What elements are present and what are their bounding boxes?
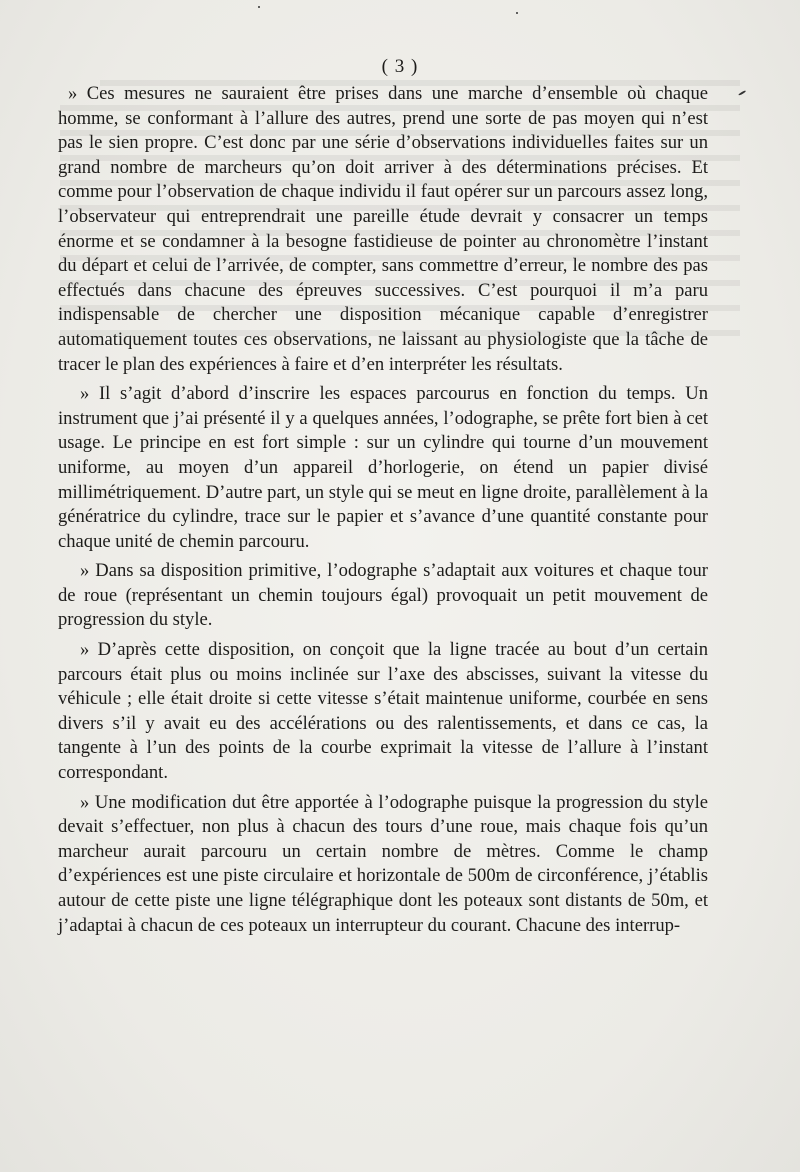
stray-mark [738,90,746,95]
paragraph-5: » Une modification dut être apportée à l’odographe puisque la progression du style devait s’effectuer, non plus à chacun des tours d’une roue, mais chaque fois qu’un marcheur aurait parcouru un certain nombre de mètres. Comme le champ d’expériences est une piste circulaire et horizontale de 500m de circonférence, j’établis autour de cette piste une ligne télégraphique dont les poteaux sont distants de 50m, et j’adaptai à chacun de ces poteaux un interrupteur du courant. Chacune des interrup- [58,791,708,936]
body-text [58,82,708,943]
paragraph-3: » Dans sa disposition primitive, l’odographe s’adaptait aux voitures et chaque tour de roue (représentant un chemin toujours égal) provoquait un petit mouvement de progression du style. [58,560,708,631]
stray-dot [258,6,260,8]
page-number: ( 3 ) [381,56,419,77]
stray-dot [516,12,518,14]
paragraph-4: » D’après cette disposition, on conçoit que la ligne tracée au bout d’un certain parcours était plus ou moins inclinée sur l’axe des abscisses, suivant la vitesse du véhicule ; elle était droite si cette vitesse s’était maintenue uniforme, courbée en sens divers s’il y avait eu des accélérations ou des ralentissements, et dans ce cas, la tangente à l’un des points de la courbe exprimait la vitesse de l’allure à l’instant correspondant. [58,639,708,784]
paragraph-1: » Ces mesures ne sauraient être prises dans une marche d’ensemble où chaque homme, se conformant à l’allure des autres, prend une sorte de pas moyen qui n’est pas le sien propre. C’est donc par une série d’observations individuelles faites sur un grand nombre de marcheurs qu’on doit arriver à des déterminations précises. Et comme pour l’observation de chaque individu il faut opérer sur un parcours assez long, l’observateur qui entreprendrait une pareille étude devrait y consacrer un temps énorme et se condamner à la besogne fastidieuse de pointer au chronomètre l’instant du départ et celui de l’arrivée, de compter, sans commettre d’erreur, le nombre des pas effectués dans chacune des épreuves successives. C’est pourquoi il m’a paru indispensable de chercher une disposition mécanique capable d’enregistrer automatiquement toutes ces observations, ne laissant au physiologiste que la tâche de tracer le plan des expériences à faire et d’en interpréter les résultats. [58,83,708,375]
paragraph-2: » Il s’agit d’abord d’inscrire les espaces parcourus en fonction du temps. Un instrument que j’ai présenté il y a quelques années, l’odographe, se prête fort bien à cet usage. Le principe en est fort simple : sur un cylindre qui tourne d’un mouvement uniforme, au moyen d’un appareil d’horlogerie, on étend un papier divisé millimétriquement. D’autre part, un style qui se meut en ligne droite, parallèlement à la génératrice du cylindre, trace sur le papier et s’avance d’une quantité constante pour chaque unité de chemin parcouru. [58,383,708,552]
